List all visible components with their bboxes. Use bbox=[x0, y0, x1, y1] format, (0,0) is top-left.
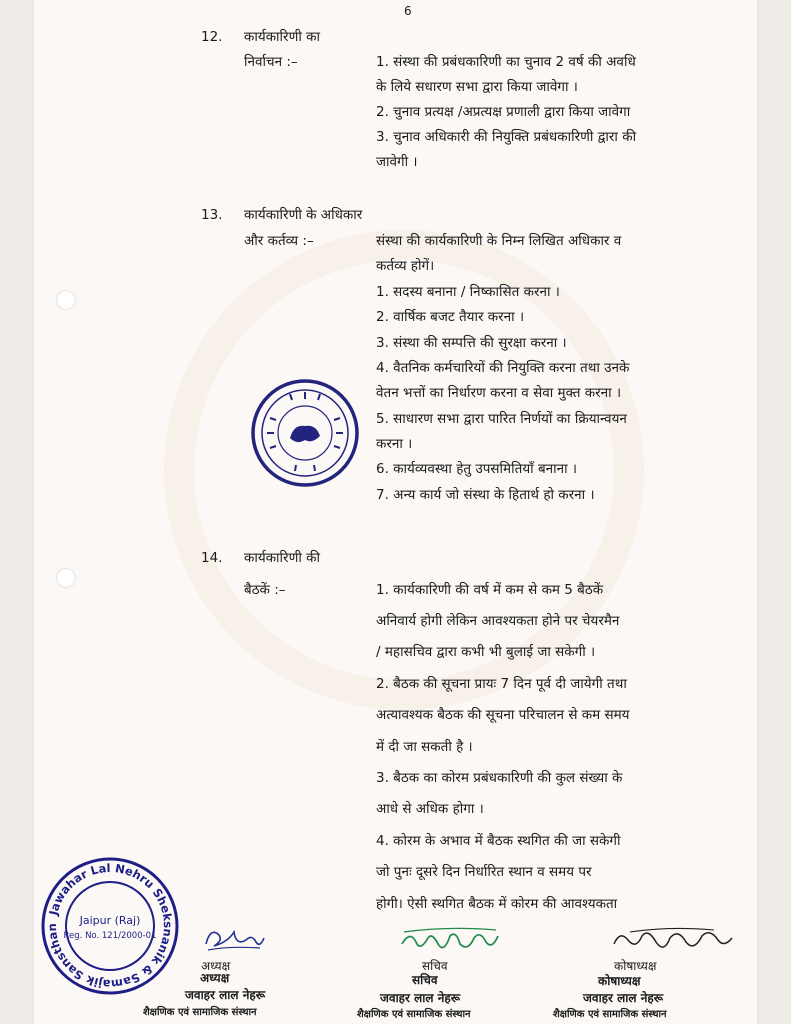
clause-line: होगी। ऐसी स्थगित बैठक में कोरम की आवश्यकता bbox=[376, 896, 618, 912]
signature-org: शैक्षणिक एवं सामाजिक संस्थान bbox=[553, 1009, 667, 1020]
clause-line: / महासचिव द्वारा कभी भी बुलाई जा सकेगी । bbox=[376, 644, 596, 660]
clause-line: 6. कार्यव्यवस्था हेतु उपसमितियॉं बनाना । bbox=[376, 461, 578, 477]
clause-line: 4. कोरम के अभाव में बैठक स्थगित की जा सकेगी bbox=[376, 833, 621, 849]
society-seal bbox=[40, 856, 180, 996]
punch-hole bbox=[56, 290, 76, 310]
clause-line: अनिवार्य होगी लेकिन आवश्यकता होने पर चेयरमैन bbox=[376, 613, 620, 629]
section-number: 12. bbox=[201, 29, 223, 45]
signature-name: जवाहर लाल नेहरू bbox=[380, 991, 461, 1005]
signature-org: शैक्षणिक एवं सामाजिक संस्थान bbox=[357, 1009, 471, 1020]
signature-title: कोषाध्यक्ष bbox=[598, 974, 641, 988]
clause-line: आधे से अधिक होगा । bbox=[376, 801, 484, 817]
signature-president bbox=[200, 920, 270, 956]
section-number: 14. bbox=[201, 550, 223, 566]
signature-secretary bbox=[398, 924, 502, 958]
clause-line: में दी जा सकती है । bbox=[376, 739, 473, 755]
signature-treasurer bbox=[610, 924, 736, 958]
signature-name: जवाहर लाल नेहरू bbox=[583, 991, 664, 1005]
signature-title: अध्यक्ष bbox=[200, 971, 230, 985]
clause-line: 1. संस्था की प्रबंधकारिणी का चुनाव 2 वर्ष की अवधि bbox=[376, 54, 636, 70]
clause-line: 7. अन्य कार्य जो संस्था के हितार्थ हो करना । bbox=[376, 487, 595, 503]
page-number: 6 bbox=[404, 4, 412, 18]
clause-line: जावेगी । bbox=[376, 154, 418, 170]
section-heading: निर्वाचन :– bbox=[244, 54, 298, 70]
signature-org: शैक्षणिक एवं सामाजिक संस्थान bbox=[143, 1007, 257, 1018]
clause-line: 1. सदस्य बनाना / निष्कासित करना । bbox=[376, 284, 560, 300]
clause-line: 1. कार्यकारिणी की वर्ष में कम से कम 5 बैठकें bbox=[376, 582, 604, 598]
section-number: 13. bbox=[201, 207, 223, 223]
section-heading: और कर्तव्य :– bbox=[244, 233, 314, 249]
seal-city: Jaipur (Raj) bbox=[79, 914, 141, 927]
signature-name: जवाहर लाल नेहरू bbox=[185, 988, 266, 1002]
clause-line: संस्था की कार्यकारिणी के निम्न लिखित अधिकार व bbox=[376, 233, 622, 249]
signature-title-small: सचिव bbox=[422, 959, 448, 973]
clause-line: अत्यावश्यक बैठक की सूचना परिचालन से कम समय bbox=[376, 707, 630, 723]
round-stamp bbox=[250, 378, 360, 488]
clause-line: 4. वैतनिक कर्मचारियों की नियुक्ति करना तथा उनके bbox=[376, 360, 630, 376]
clause-line: जो पुनः दूसरे दिन निर्धारित स्थान व समय पर bbox=[376, 864, 592, 880]
clause-line: करना । bbox=[376, 436, 413, 452]
clause-line: 2. वार्षिक बजट तैयार करना । bbox=[376, 309, 525, 325]
punch-hole bbox=[56, 568, 76, 588]
section-heading: कार्यकारिणी का bbox=[244, 29, 320, 45]
signature-title-small: कोषाध्यक्ष bbox=[614, 959, 657, 973]
clause-line: 3. बैठक का कोरम प्रबंधकारिणी की कुल संख्या के bbox=[376, 770, 623, 786]
clause-line: 3. चुनाव अधिकारी की नियुक्ति प्रबंधकारिणी द्वारा की bbox=[376, 129, 637, 145]
seal-reg: Reg. No. 121/2000-01 bbox=[63, 931, 157, 941]
clause-line: कर्तव्य होगें। bbox=[376, 258, 435, 274]
signature-title-small: अध्यक्ष bbox=[201, 959, 231, 973]
clause-line: 3. संस्था की सम्पत्ति की सुरक्षा करना । bbox=[376, 335, 567, 351]
section-heading: बैठकें :– bbox=[244, 582, 286, 598]
clause-line: के लिये सधारण सभा द्वारा किया जावेगा । bbox=[376, 79, 578, 95]
clause-line: 2. चुनाव प्रत्यक्ष /अप्रत्यक्ष प्रणाली द्वारा किया जावेगा bbox=[376, 104, 631, 120]
clause-line: 5. साधारण सभा द्वारा पारित निर्णयों का क्रियान्वयन bbox=[376, 411, 627, 427]
seal-outer-text: Jawahar Lal Nehru Sheksnanik & Samajik Sansthan bbox=[44, 860, 176, 992]
clause-line: वेतन भत्तों का निर्धारण करना व सेवा मुक्त करना । bbox=[376, 385, 622, 401]
section-heading: कार्यकारिणी की bbox=[244, 550, 320, 566]
clause-line: 2. बैठक की सूचना प्रायः 7 दिन पूर्व दी जायेगी तथा bbox=[376, 676, 627, 692]
section-heading: कार्यकारिणी के अधिकार bbox=[244, 207, 363, 223]
signature-title: सचिव bbox=[412, 973, 438, 987]
